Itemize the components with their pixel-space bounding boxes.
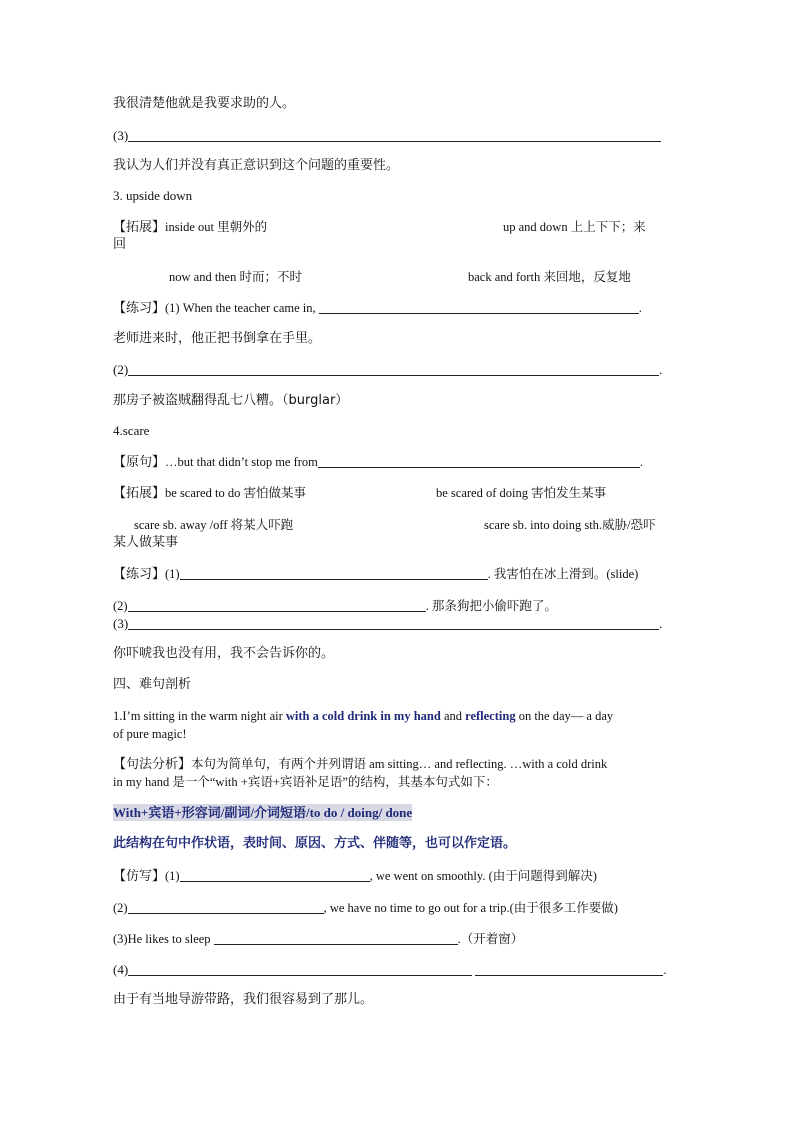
answer-blank[interactable] (128, 900, 324, 914)
phrase-scare-into: scare sb. into doing sth.威胁/恐吓 (484, 518, 656, 532)
period: . (663, 962, 667, 977)
item-number: (3) (113, 616, 129, 631)
practice-4-2 (113, 598, 557, 614)
prompt: (3)He likes to sleep (113, 932, 214, 946)
text: 1.I’m sitting in the warm night air (113, 709, 286, 723)
practice-3-2 (113, 362, 662, 378)
answer-blank[interactable] (128, 362, 659, 376)
item-number: (2) (113, 362, 129, 377)
section-3-title: 3. upside down (113, 188, 193, 203)
item-number: (4) (113, 962, 129, 977)
imitation-4-zh: 由于有当地导游带路，我们很容易到了那儿。 (113, 992, 374, 1007)
phrase-scared-to-do: be scared to do 害怕做某事 (165, 486, 306, 500)
item-number: (2) (113, 901, 128, 915)
answer-blank-2[interactable] (475, 962, 663, 976)
syntax-analysis-line-2: in my hand 是一个“with +宾语+宾语补足语”的结构，其基本句式如下： (113, 775, 498, 789)
prompt: (1) When the teacher came in, (165, 301, 316, 315)
answer-blank[interactable] (318, 454, 640, 468)
original-sentence (113, 454, 643, 471)
answer-blank[interactable] (214, 931, 458, 945)
practice-label: 【练习】 (113, 301, 166, 316)
syntax-label: 【句法分析】 (113, 757, 192, 772)
formula (113, 805, 412, 821)
imitation-label: 【仿写】 (113, 869, 166, 884)
answer-blank[interactable] (128, 128, 661, 142)
section-4-title: 4.scare (113, 423, 150, 438)
imitation-3 (113, 931, 523, 947)
imitation-4 (113, 962, 667, 978)
section-difficult-sentences: 四、难句剖析 (113, 677, 192, 692)
practice-label: 【练习】 (113, 567, 166, 582)
phrase-up-and-down-cont: 回 (113, 237, 127, 252)
hint: , we went on smoothly. (由于问题得到解决) (369, 869, 597, 883)
hint: .（开着窗） (457, 932, 524, 946)
item-number: (3) (113, 128, 129, 143)
period: . (639, 455, 644, 469)
practice-4-3 (113, 616, 662, 632)
imitation-2 (113, 900, 618, 916)
practice-3-1 (113, 300, 642, 317)
sentence-zh-1: 我很清楚他就是我要求助的人。 (113, 96, 296, 111)
expansion-row-2 (113, 485, 306, 502)
phrase-scared-of-doing: be scared of doing 害怕发生某事 (436, 486, 607, 500)
phrase-up-and-down: up and down 上上下下；来 (503, 220, 646, 234)
answer-blank[interactable] (128, 962, 472, 976)
answer-blank[interactable] (180, 868, 370, 882)
item-number: (1) (165, 869, 180, 883)
practice-4-1 (113, 566, 638, 583)
practice-3-2-zh: 那房子被盗贼翻得乱七八糟。（burglar） (113, 393, 349, 408)
answer-blank[interactable] (180, 566, 488, 580)
sentence-zh-2: 我认为人们并没有真正意识到这个问题的重要性。 (113, 158, 400, 173)
exercise-line-3 (113, 128, 661, 144)
hint: , we have no time to go out for a trip.(由于很多工作要做) (323, 901, 618, 915)
hint: . 那条狗把小偷吓跑了。 (425, 599, 557, 613)
syntax-analysis-line-1 (113, 756, 607, 773)
phrase-back-and-forth: back and forth 来回地，反复地 (468, 270, 631, 284)
phrase-now-and-then: now and then 时而；不时 (169, 270, 302, 284)
emphasis: reflecting (465, 709, 516, 723)
imitation-1 (113, 868, 597, 885)
item-number: (1) (165, 567, 180, 581)
answer-blank[interactable] (128, 616, 659, 630)
hint: . 我害怕在冰上滑到。(slide) (487, 567, 639, 581)
example-sentence-line-1 (113, 708, 613, 724)
usage-rule: 此结构在句中作状语，表时间、原因、方式、伴随等，也可以作定语。 (113, 836, 517, 851)
text: 本句为简单句，有两个并列谓语 am sitting… and reflecting. …with a cold drink (191, 757, 608, 771)
expansion-label: 【拓展】 (113, 220, 166, 235)
emphasis: with a cold drink in my hand (285, 709, 441, 723)
period: . (659, 616, 663, 631)
practice-4-3-zh: 你吓唬我也没有用，我不会告诉你的。 (113, 646, 335, 661)
expansion-row-1 (113, 219, 267, 236)
text: on the day— a day (515, 709, 614, 723)
original-label: 【原句】 (113, 455, 166, 470)
prompt: …but that didn’t stop me from (165, 455, 318, 469)
period: . (659, 362, 663, 377)
answer-blank[interactable] (128, 598, 426, 612)
phrase-inside-out: inside out 里朝外的 (165, 220, 268, 234)
period: . (638, 301, 642, 315)
phrase-scare-into-cont: 某人做某事 (113, 535, 179, 550)
text: and (440, 709, 466, 723)
formula-text: With+宾语+形容词/副词/介词短语/to do / doing/ done (113, 805, 413, 820)
expansion-label: 【拓展】 (113, 486, 166, 501)
example-sentence-line-2: of pure magic! (113, 727, 187, 741)
practice-3-1-zh: 老师进来时，他正把书倒拿在手里。 (113, 331, 322, 346)
answer-blank[interactable] (319, 300, 639, 314)
phrase-scare-away: scare sb. away /off 将某人吓跑 (134, 518, 294, 532)
item-number: (2) (113, 599, 128, 613)
